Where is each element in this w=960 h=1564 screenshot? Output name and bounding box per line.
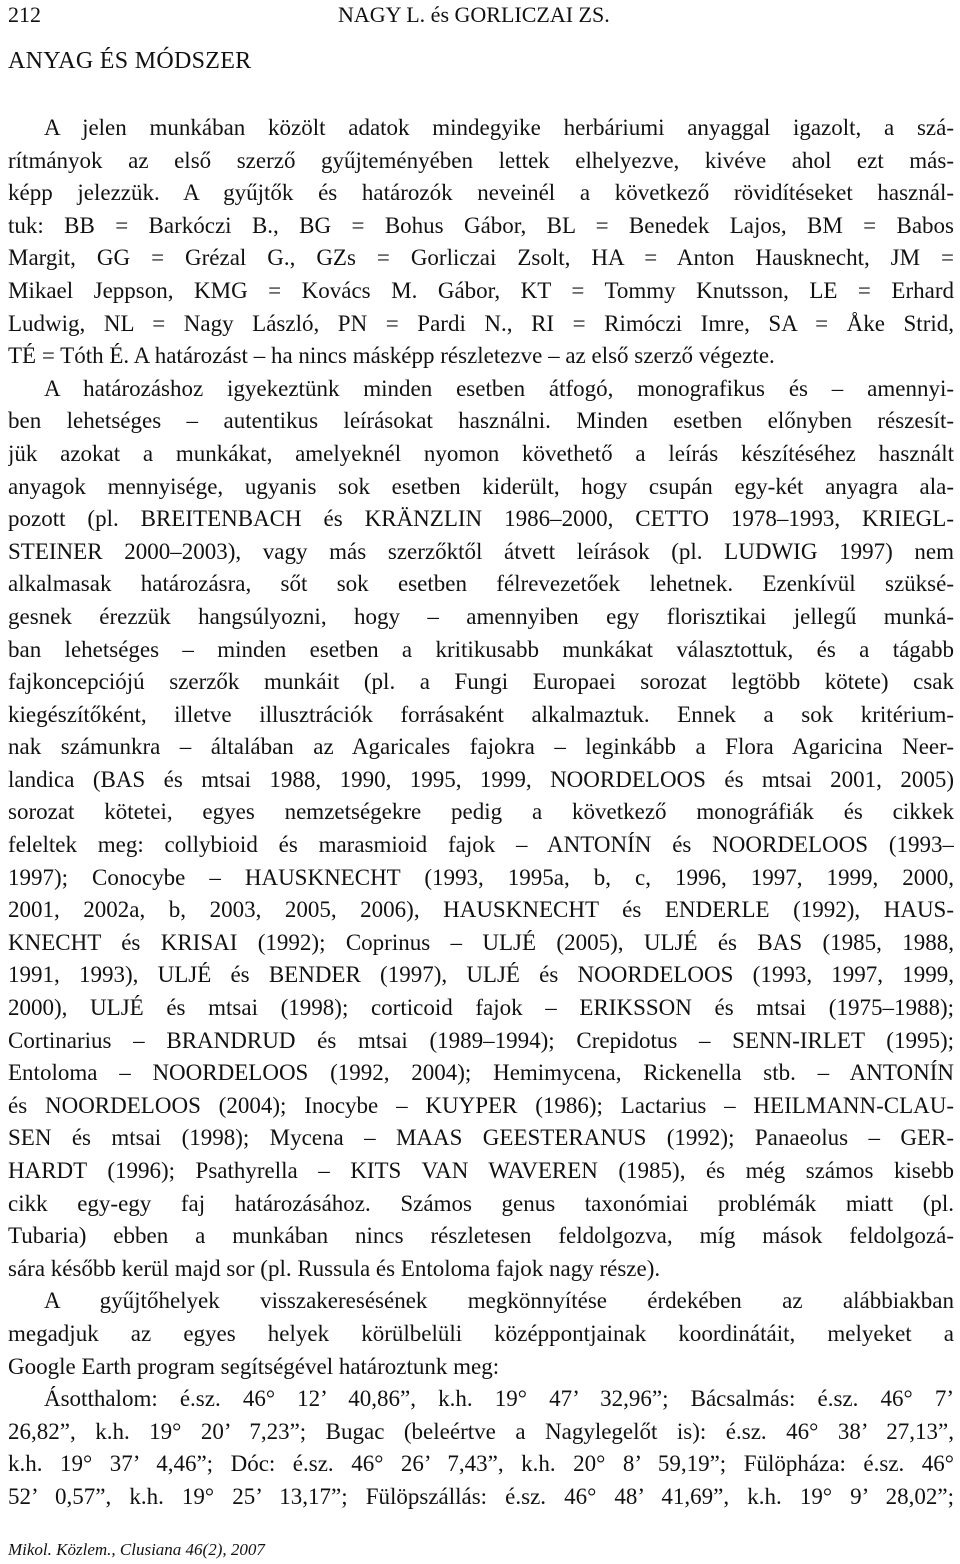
text-line: jük azokat a munkákat, amelyeknél nyomon követhető a leírás készítéséhez használt xyxy=(8,440,954,466)
text-line: SEN és mtsai (1998); Mycena – MAAS GEESTERANUS (1992); Panaeolus – GER- xyxy=(8,1125,954,1151)
text-line: 2000), ULJÉ és mtsai (1998); corticoid fajok – ERIKSSON és mtsai (1975–1988); xyxy=(8,995,954,1021)
text-line: A gyűjtőhelyek visszakeresésének megkönnyítése érdekében az alábbiakban xyxy=(44,1288,954,1314)
text-line: feleltek meg: collybioid és marasmioid fajok – ANTONÍN és NOORDELOOS (1993– xyxy=(8,832,954,858)
text-line: 2001, 2002a, b, 2003, 2005, 2006), HAUSKNECHT és ENDERLE (1992), HAUS- xyxy=(8,897,954,923)
text-line: ban lehetséges – minden esetben a kritikusabb munkákat választottuk, és a tágabb xyxy=(8,636,954,662)
text-line: és NOORDELOOS (2004); Inocybe – KUYPER (1986); Lactarius – HEILMANN-CLAU- xyxy=(8,1092,954,1118)
text-line: Mikael Jeppson, KMG = Kovács M. Gábor, KT = Tommy Knutsson, LE = Erhard xyxy=(8,277,954,303)
journal-footer: Mikol. Közlem., Clusiana 46(2), 2007 xyxy=(8,1540,265,1559)
text-line: ben lehetséges – autentikus leírásokat használni. Minden esetben előnyben részesít- xyxy=(8,408,954,434)
text-line: Ásotthalom: é.sz. 46° 12’ 40,86”, k.h. 19° 47’ 32,96”; Bácsalmás: é.sz. 46° 7’ xyxy=(44,1386,954,1412)
text-line: Margit, GG = Grézal G., GZs = Gorliczai Zsolt, HA = Anton Hausknecht, JM = xyxy=(8,245,954,271)
text-line: Tubaria) ebben a munkában nincs részletesen feldolgozva, míg mások feldolgozá- xyxy=(8,1223,954,1249)
text-line: anyagok mennyisége, ugyanis sok esetben kiderült, hogy csupán egy-két anyagra ala- xyxy=(8,473,954,499)
text-line: megadjuk az egyes helyek körülbelüli középpontjainak koordinátáit, melyeket a xyxy=(8,1320,954,1346)
text-line: pozott (pl. BREITENBACH és KRÄNZLIN 1986–2000, CETTO 1978–1993, KRIEGL- xyxy=(8,506,954,532)
section-title: ANYAG ÉS MÓDSZER xyxy=(8,48,252,74)
text-line: tuk: BB = Barkóczi B., BG = Bohus Gábor, BL = Benedek Lajos, BM = Babos xyxy=(8,212,954,238)
text-line: gesnek érezzük hangsúlyozni, hogy – amennyiben egy florisztikai jellegű munká- xyxy=(8,603,954,629)
page-number: 212 xyxy=(8,2,41,27)
text-line: Ludwig, NL = Nagy László, PN = Pardi N., RI = Rimóczi Imre, SA = Åke Strid, xyxy=(8,310,954,336)
text-line: Entoloma – NOORDELOOS (1992, 2004); Hemimycena, Rickenella stb. – ANTONÍN xyxy=(8,1060,954,1086)
text-line: fajkoncepciójú szerzők munkáit (pl. a Fungi Europaei sorozat legtöbb kötete) csak xyxy=(8,669,954,695)
text-line: sorozat kötetei, egyes nemzetségekre pedig a következő monográfiák és cikkek xyxy=(8,799,954,825)
text-line: rítmányok az első szerző gyűjteményében lettek elhelyezve, kivéve ahol ezt más- xyxy=(8,147,954,173)
text-line: HARDT (1996); Psathyrella – KITS VAN WAVEREN (1985), és még számos kisebb xyxy=(8,1158,954,1183)
text-line: A jelen munkában közölt adatok mindegyike herbáriumi anyaggal igazolt, a szá- xyxy=(44,115,954,140)
text-line: 1991, 1993), ULJÉ és BENDER (1997), ULJÉ és NOORDELOOS (1993, 1997, 1999, xyxy=(8,962,954,988)
text-line: alkalmasak határozásra, sőt sok esetben félrevezetőek lehetnek. Ezenkívül szüksé- xyxy=(8,571,954,597)
text-line: landica (BAS és mtsai 1988, 1990, 1995, 1999, NOORDELOOS és mtsai 2001, 2005) xyxy=(8,766,954,792)
running-head-authors: NAGY L. és GORLICZAI ZS. xyxy=(338,2,610,27)
text-line: 1997); Conocybe – HAUSKNECHT (1993, 1995a, b, c, 1996, 1997, 1999, 2000, xyxy=(8,864,954,890)
running-head xyxy=(8,2,952,32)
text-line: KNECHT és KRISAI (1992); Coprinus – ULJÉ (2005), ULJÉ és BAS (1985, 1988, xyxy=(8,929,954,955)
text-line: A határozáshoz igyekeztünk minden esetben átfogó, monografikus és – amennyi- xyxy=(44,375,954,401)
text-line: STEINER 2000–2003), vagy más szerzőktől átvett leírások (pl. LUDWIG 1997) nem xyxy=(8,538,954,564)
text-line: TÉ = Tóth É. A határozást – ha nincs másképp részletezve – az első szerző végezte. xyxy=(8,343,775,369)
text-line: képp jelezzük. A gyűjtők és határozók neveinél a következő rövidítéseket használ- xyxy=(8,180,954,206)
text-line: 26,82”, k.h. 19° 20’ 7,23”; Bugac (beleértve a Nagylegelőt is): é.sz. 46° 38’ 27,13”, xyxy=(8,1418,954,1444)
text-line: nak számunkra – általában az Agaricales fajokra – leginkább a Flora Agaricina Neer- xyxy=(8,734,954,760)
text-line: sára később kerül majd sor (pl. Russula és Entoloma fajok nagy része). xyxy=(8,1255,661,1281)
text-line: k.h. 19° 37’ 4,46”; Dóc: é.sz. 46° 26’ 7,43”, k.h. 20° 8’ 59,19”; Fülöpháza: é.sz. 46° xyxy=(8,1451,954,1477)
body-text xyxy=(8,112,954,1514)
text-line: cikk egy-egy faj határozásához. Számos genus taxonómiai problémák miatt (pl. xyxy=(8,1190,954,1216)
text-line: 52’ 0,57”, k.h. 19° 25’ 13,17”; Fülöpszállás: é.sz. 46° 48’ 41,69”, k.h. 19° 9’ 28,02”; xyxy=(8,1483,954,1509)
text-line: kiegészítőként, illetve illusztrációk forrásaként alkalmaztuk. Ennek a sok kritérium- xyxy=(8,701,954,727)
text-line: Cortinarius – BRANDRUD és mtsai (1989–1994); Crepidotus – SENN-IRLET (1995); xyxy=(8,1027,954,1053)
text-line: Google Earth program segítségével határoztunk meg: xyxy=(8,1353,500,1379)
